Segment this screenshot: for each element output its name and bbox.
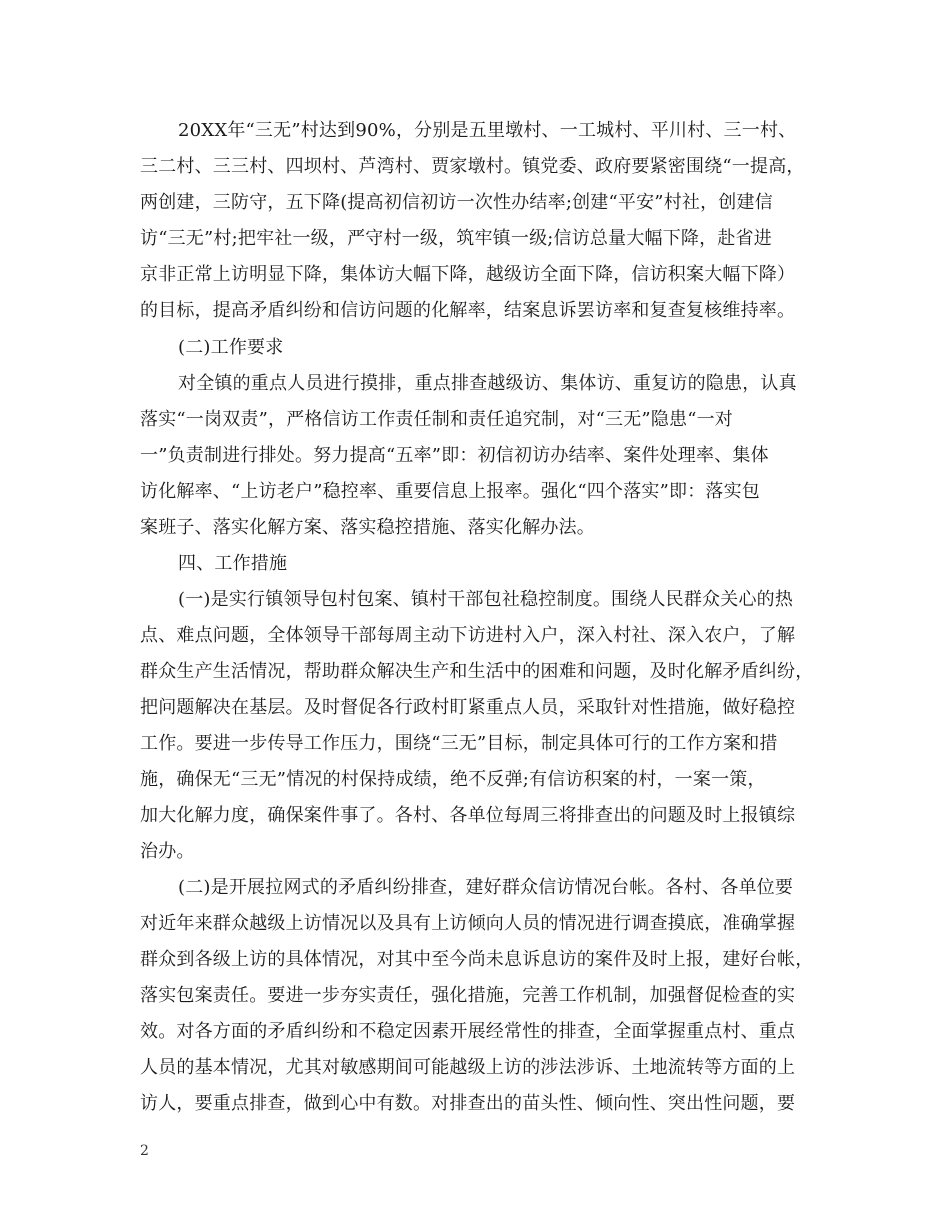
text-line: 把问题解决在基层。及时督促各行政村盯紧重点人员，采取针对性措施，做好稳控: [140, 697, 796, 718]
section-heading: 四、工作措施: [178, 553, 288, 574]
text-line: 群众生产生活情况，帮助群众解决生产和生活中的困难和问题，及时化解矛盾纠纷，: [140, 661, 814, 682]
text-line: 京非正常上访明显下降，集体访大幅下降，越级访全面下降，信访积案大幅下降）: [140, 264, 796, 285]
text-line: 三二村、三三村、四坝村、芦湾村、贾家墩村。镇党委、政府要紧密围绕“一提高，: [140, 156, 805, 177]
text-line: 20XX年“三无”村达到90%，分别是五里墩村、一工城村、平川村、三一村、: [178, 120, 797, 141]
text-line: 落实“一岗双责”，严格信访工作责任制和责任追究制，对“三无”隐患“一对: [140, 409, 734, 430]
text-line: 落实包案责任。要进一步夯实责任，强化措施，完善工作机制，加强督促检查的实: [140, 985, 796, 1006]
text-line: 两创建，三防守，五下降(提高初信初访一次性办结率;创建“平安”村社，创建信: [140, 192, 773, 213]
text-line: 的目标，提高矛盾纠纷和信访问题的化解率，结案息诉罢访率和复查复核维持率。: [140, 300, 796, 321]
text-line: 访“三无”村;把牢社一级，严守村一级，筑牢镇一级;信访总量大幅下降，赴省进: [140, 228, 772, 249]
text-line: (二)是开展拉网式的矛盾纠纷排查，建好群众信访情况台帐。各村、各单位要: [178, 877, 794, 898]
text-line: 工作。要进一步传导工作压力，围绕“三无”目标，制定具体可行的工作方案和措: [140, 733, 778, 754]
section-heading: (二)工作要求: [178, 337, 284, 358]
page-number: 2: [140, 1143, 149, 1159]
text-line: 群众到各级上访的具体情况，对其中至今尚未息诉息访的案件及时上报，建好台帐，: [140, 949, 814, 970]
text-line: (一)是实行镇领导包村包案、镇村干部包社稳控制度。围绕人民群众关心的热: [178, 589, 794, 610]
text-line: 访人，要重点排查，做到心中有数。对排查出的苗头性、倾向性、突出性问题，要: [140, 1093, 796, 1114]
text-line: 案班子、落实化解方案、落实稳控措施、落实化解办法。: [140, 517, 595, 538]
text-line: 访化解率、“上访老户”稳控率、重要信息上报率。强化“四个落实”即：落实包: [140, 481, 761, 502]
text-line: 治办。: [140, 841, 195, 862]
text-line: 一”负责制进行排处。努力提高“五率”即：初信初访办结率、案件处理率、集体: [140, 445, 769, 466]
text-line: 人员的基本情况，尤其对敏感期间可能越级上访的涉法涉诉、土地流转等方面的上: [140, 1057, 796, 1078]
text-line: 加大化解力度，确保案件事了。各村、各单位每周三将排查出的问题及时上报镇综: [140, 805, 796, 826]
text-line: 点、难点问题，全体领导干部每周主动下访进村入户，深入村社、深入农户，了解: [140, 625, 796, 646]
text-line: 对全镇的重点人员进行摸排，重点排查越级访、集体访、重复访的隐患，认真: [178, 373, 797, 394]
text-line: 效。对各方面的矛盾纠纷和不稳定因素开展经常性的排查，全面掌握重点村、重点: [140, 1021, 796, 1042]
text-line: 施，确保无“三无”情况的村保持成绩，绝不反弹;有信访积案的村，一案一策，: [140, 769, 766, 790]
text-line: 对近年来群众越级上访情况以及具有上访倾向人员的情况进行调查摸底，准确掌握: [140, 913, 796, 934]
